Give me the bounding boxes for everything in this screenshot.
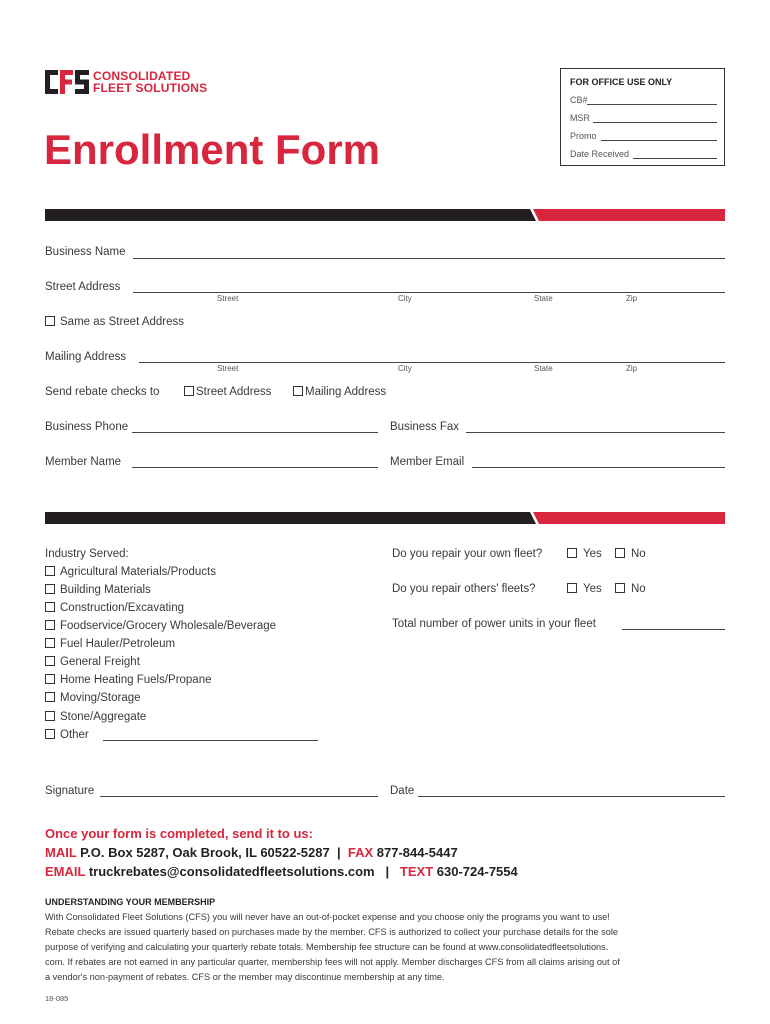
industry-label: Moving/Storage bbox=[60, 692, 141, 704]
date-label: Date bbox=[390, 785, 415, 797]
business-name-field[interactable] bbox=[133, 258, 725, 259]
checkbox-icon[interactable] bbox=[45, 620, 55, 630]
street-address-label: Street Address bbox=[45, 281, 121, 293]
checkbox-icon[interactable] bbox=[45, 674, 55, 684]
industry-label: Construction/Excavating bbox=[60, 602, 185, 614]
contact-heading: Once your form is completed, send it to us: bbox=[45, 826, 313, 841]
yes-label: Yes bbox=[583, 583, 602, 595]
contact-mail-line bbox=[45, 845, 458, 860]
signature-label: Signature bbox=[45, 785, 95, 797]
street-sub-city: City bbox=[398, 294, 412, 303]
checkbox-icon[interactable] bbox=[45, 584, 55, 594]
industry-option[interactable] bbox=[45, 674, 212, 686]
street-sub-state: State bbox=[534, 294, 553, 303]
office-use-box bbox=[560, 68, 725, 166]
mailing-sub-state: State bbox=[534, 364, 553, 373]
checkbox-icon[interactable] bbox=[184, 386, 194, 396]
separator: | bbox=[336, 845, 341, 860]
industry-option[interactable] bbox=[45, 656, 140, 668]
repair-others-yes[interactable] bbox=[567, 583, 602, 595]
email-label: EMAIL bbox=[45, 864, 86, 879]
contact-email-line bbox=[45, 864, 518, 879]
power-units-label: Total number of power units in your fleet bbox=[392, 618, 596, 630]
same-as-street-label: Same as Street Address bbox=[60, 316, 185, 328]
yes-label: Yes bbox=[583, 548, 602, 560]
power-units-field[interactable] bbox=[622, 629, 725, 630]
brand-line1: CONSOLIDATED bbox=[93, 69, 191, 83]
membership-line: With Consolidated Fleet Solutions (CFS) you will never have an out-of-pocket expense and you choose only the programs you want to use! bbox=[45, 912, 610, 922]
repair-others-no[interactable] bbox=[615, 583, 646, 595]
street-address-field[interactable] bbox=[133, 292, 725, 293]
checkbox-icon[interactable] bbox=[567, 548, 577, 558]
member-email-field[interactable] bbox=[472, 467, 725, 468]
checkbox-icon[interactable] bbox=[615, 548, 625, 558]
mail-value: P.O. Box 5287, Oak Brook, IL 60522-5287 bbox=[80, 845, 330, 860]
repair-own-label: Do you repair your own fleet? bbox=[392, 548, 543, 560]
industry-label: Other bbox=[60, 729, 89, 741]
checkbox-icon[interactable] bbox=[293, 386, 303, 396]
text-value: 630-724-7554 bbox=[436, 864, 518, 879]
repair-others-label: Do you repair others' fleets? bbox=[392, 583, 536, 595]
no-label: No bbox=[631, 583, 646, 595]
mailing-sub-city: City bbox=[398, 364, 412, 373]
mailing-address-field[interactable] bbox=[139, 362, 725, 363]
checkbox-icon[interactable] bbox=[45, 316, 55, 326]
industry-option[interactable] bbox=[45, 638, 175, 650]
fax-value: 877-844-5447 bbox=[376, 845, 458, 860]
membership-line: Rebate checks are issued quarterly based on purchases made by the member. CFS is authorized to collect your purchase details for the sole bbox=[45, 927, 618, 937]
street-sub-street: Street bbox=[217, 294, 239, 303]
signature-field[interactable] bbox=[100, 796, 378, 797]
member-name-field[interactable] bbox=[132, 467, 378, 468]
industry-label: Stone/Aggregate bbox=[60, 711, 147, 723]
section-divider-1 bbox=[45, 209, 725, 221]
business-name-label: Business Name bbox=[45, 246, 126, 258]
industry-label: Building Materials bbox=[60, 584, 151, 596]
office-field-date-received: Date Received bbox=[570, 149, 630, 159]
separator: | bbox=[385, 864, 390, 879]
member-email-label: Member Email bbox=[390, 456, 465, 468]
industry-option[interactable] bbox=[45, 566, 216, 578]
checkbox-icon[interactable] bbox=[45, 638, 55, 648]
industry-option[interactable] bbox=[45, 602, 184, 614]
mail-label: MAIL bbox=[45, 845, 77, 860]
checkbox-icon[interactable] bbox=[45, 711, 55, 721]
form-code: 18-085 bbox=[45, 994, 69, 1003]
industry-label: Foodservice/Grocery Wholesale/Beverage bbox=[60, 620, 277, 632]
repair-own-no[interactable] bbox=[615, 548, 646, 560]
page-title: Enrollment Form bbox=[44, 126, 381, 173]
rebate-mailing-checkbox[interactable] bbox=[293, 386, 386, 398]
date-field[interactable] bbox=[418, 796, 725, 797]
office-date-line[interactable] bbox=[633, 158, 717, 159]
member-name-label: Member Name bbox=[45, 456, 122, 468]
office-field-cb: CB# bbox=[570, 95, 588, 105]
industry-option[interactable] bbox=[45, 692, 141, 704]
industry-label: General Freight bbox=[60, 656, 140, 668]
membership-body bbox=[45, 910, 735, 985]
brand-logo bbox=[45, 70, 245, 96]
office-msr-line[interactable] bbox=[593, 122, 717, 123]
brand-line2: FLEET SOLUTIONS bbox=[93, 81, 208, 95]
rebate-mailing-label: Mailing Address bbox=[305, 386, 387, 398]
office-cb-line[interactable] bbox=[587, 104, 717, 105]
street-sub-zip: Zip bbox=[626, 294, 638, 303]
rebate-street-checkbox[interactable] bbox=[184, 386, 271, 398]
checkbox-icon[interactable] bbox=[45, 692, 55, 702]
email-value[interactable]: truckrebates@consolidatedfleetsolutions.com bbox=[88, 864, 375, 879]
industry-option[interactable] bbox=[45, 584, 151, 596]
business-fax-field[interactable] bbox=[466, 432, 725, 433]
mailing-sub-zip: Zip bbox=[626, 364, 638, 373]
text-label: TEXT bbox=[399, 864, 434, 879]
membership-heading: UNDERSTANDING YOUR MEMBERSHIP bbox=[45, 897, 216, 907]
checkbox-icon[interactable] bbox=[45, 729, 55, 739]
repair-own-yes[interactable] bbox=[567, 548, 602, 560]
business-fax-label: Business Fax bbox=[390, 421, 460, 433]
rebate-street-label: Street Address bbox=[196, 386, 272, 398]
send-rebate-label: Send rebate checks to bbox=[45, 386, 160, 398]
section-divider-2 bbox=[45, 512, 725, 524]
membership-line: purpose of verifying and calculating your quarterly rebate totals. Membership fee structure can be found at www.consolidatedfleetsolutions. bbox=[45, 942, 609, 952]
office-field-promo: Promo bbox=[570, 131, 597, 141]
industry-other-field[interactable] bbox=[103, 740, 318, 741]
membership-line: a vendor's non-payment of rebates. CFS or the member may discontinue membership at any time. bbox=[45, 972, 445, 982]
business-phone-field[interactable] bbox=[132, 432, 378, 433]
industry-label: Fuel Hauler/Petroleum bbox=[60, 638, 176, 650]
industry-option[interactable] bbox=[45, 620, 276, 632]
checkbox-icon[interactable] bbox=[45, 566, 55, 576]
office-field-msr: MSR bbox=[570, 113, 590, 123]
checkbox-icon[interactable] bbox=[567, 583, 577, 593]
membership-line: com. If rebates are not earned in any particular quarter, membership fees will not apply. Member discharges CFS from all claims arising out of bbox=[45, 957, 620, 967]
business-phone-label: Business Phone bbox=[45, 421, 129, 433]
same-as-street-checkbox[interactable] bbox=[45, 316, 184, 328]
industry-option-other[interactable] bbox=[45, 729, 89, 741]
mailing-address-label: Mailing Address bbox=[45, 351, 127, 363]
mailing-sub-street: Street bbox=[217, 364, 239, 373]
industry-label: Agricultural Materials/Products bbox=[60, 566, 216, 578]
checkbox-icon[interactable] bbox=[615, 583, 625, 593]
office-heading: FOR OFFICE USE ONLY bbox=[570, 77, 673, 87]
fax-label: FAX bbox=[347, 845, 374, 860]
checkbox-icon[interactable] bbox=[45, 602, 55, 612]
office-promo-line[interactable] bbox=[601, 140, 717, 141]
checkbox-icon[interactable] bbox=[45, 656, 55, 666]
no-label: No bbox=[631, 548, 646, 560]
industry-heading: Industry Served: bbox=[45, 548, 129, 560]
cfs-logo-icon bbox=[45, 70, 89, 94]
industry-option[interactable] bbox=[45, 711, 146, 723]
industry-label: Home Heating Fuels/Propane bbox=[60, 674, 212, 686]
